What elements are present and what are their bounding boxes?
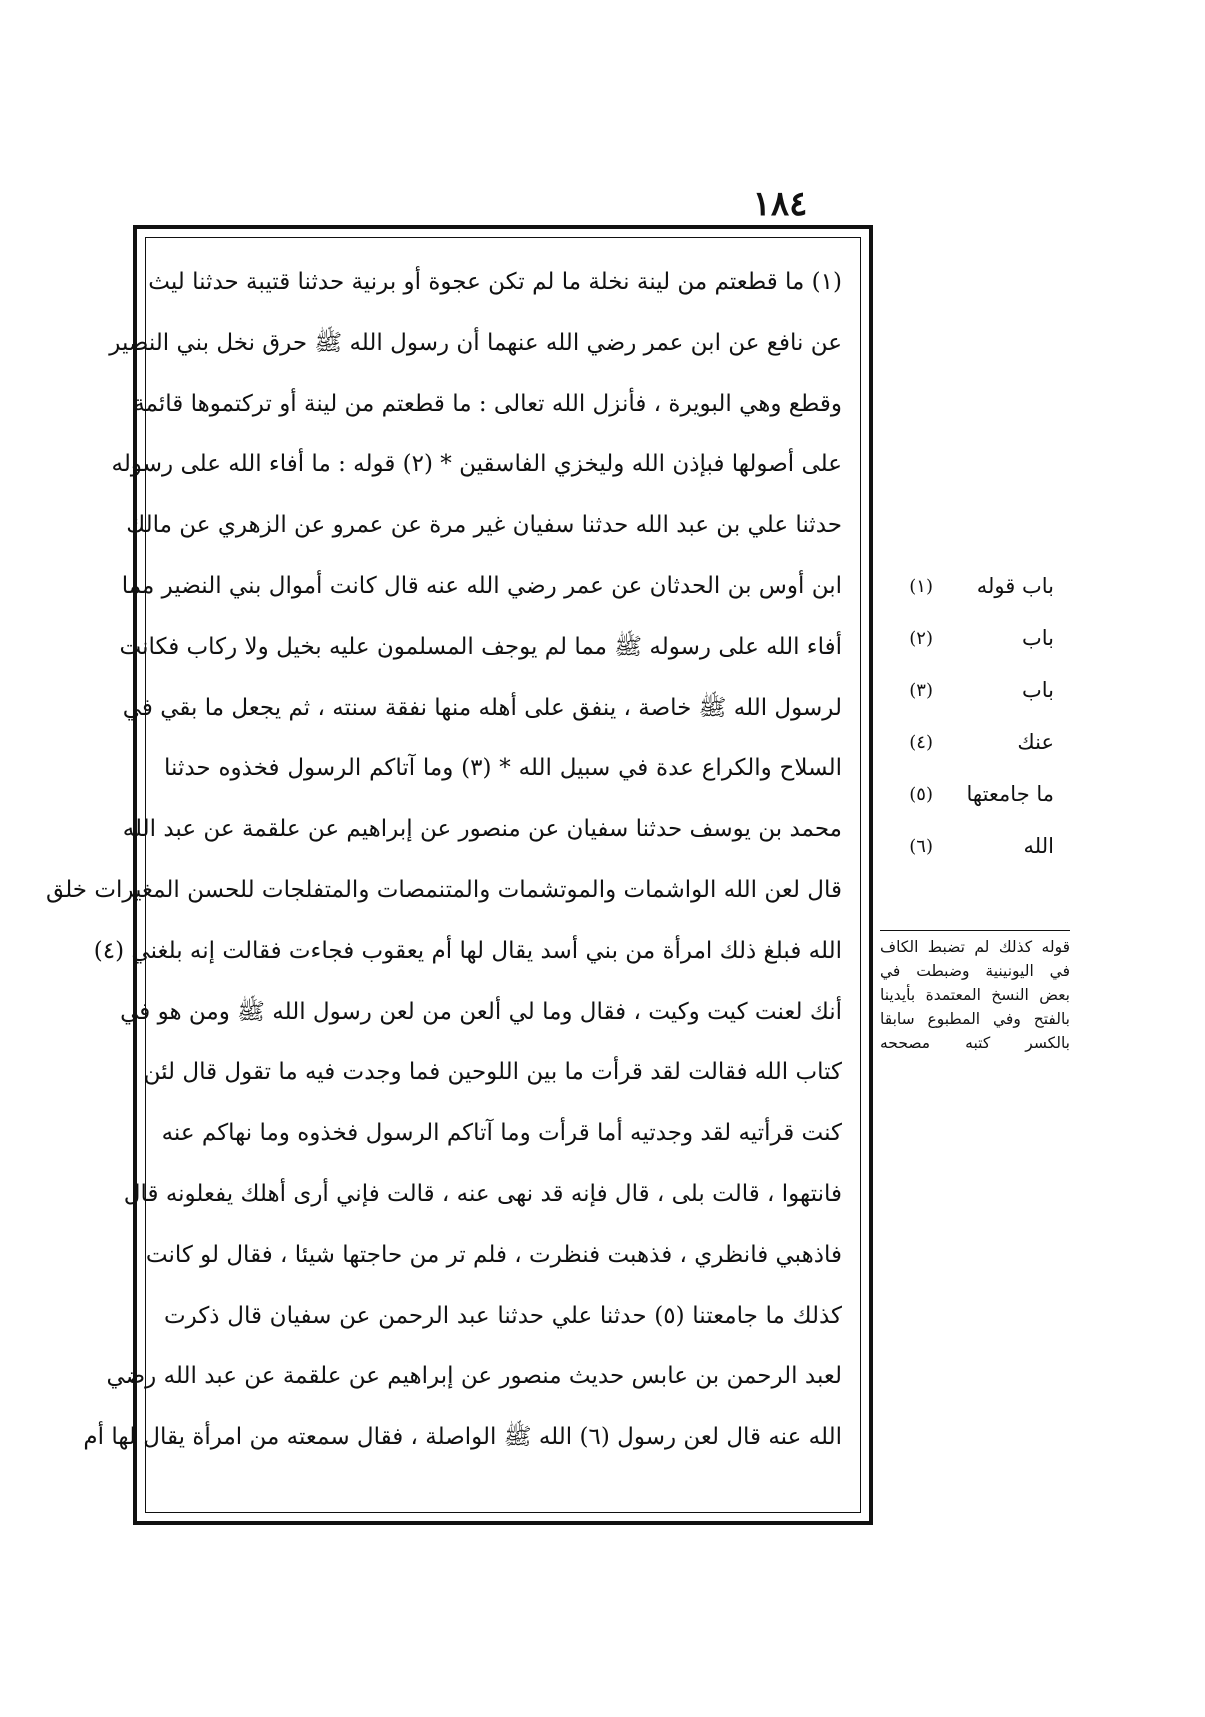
margin-note-text: باب قوله bbox=[976, 574, 1054, 598]
text-line: الله عنه قال لعن رسول (٦) الله ﷺ الواصلة ، فقال سمعته من امرأة يقال لها أم bbox=[83, 1424, 842, 1451]
text-line: كنت قرأتيه لقد وجدتيه أما قرأت وما آتاكم الرسول فخذوه وما نهاكم عنه bbox=[161, 1120, 842, 1147]
text-line: وقطع وهي البويرة ، فأنزل الله تعالى : ما قطعتم من لينة أو تركتموها قائمة bbox=[133, 390, 842, 417]
margin-note-text: ما جامعتها bbox=[966, 782, 1054, 806]
margin-note-text: باب bbox=[1021, 678, 1054, 702]
text-line: لعبد الرحمن بن عابس حديث منصور عن إبراهيم عن علقمة عن عبد الله رضي bbox=[106, 1363, 842, 1390]
margin-note bbox=[895, 820, 1060, 872]
text-line: عن نافع عن ابن عمر رضي الله عنهما أن رسول الله ﷺ حرق نخل بني النضير bbox=[109, 329, 842, 356]
margin-note bbox=[895, 664, 1060, 716]
margin-note-text: الله bbox=[1023, 834, 1054, 858]
margin-note-number: (١) bbox=[909, 575, 933, 597]
text-frame bbox=[46, 225, 873, 1525]
side-note-line: قوله كذلك لم تضبط الكاف bbox=[880, 938, 1070, 956]
text-line: محمد بن يوسف حدثنا سفيان عن منصور عن إبراهيم عن علقمة عن عبد الله bbox=[122, 816, 842, 843]
text-line: كذلك ما جامعتنا (٥) حدثنا علي حدثنا عبد الرحمن عن سفيان قال ذكرت bbox=[164, 1302, 842, 1329]
margin-note-number: (٤) bbox=[909, 731, 933, 753]
text-line: فانتهوا ، قالت بلى ، قال فإنه قد نهى عنه ، قالت فإني أرى أهلك يفعلونه قال bbox=[123, 1180, 842, 1207]
text-line: حدثنا علي بن عبد الله حدثنا سفيان غير مرة عن عمرو عن الزهري عن مالك bbox=[126, 512, 842, 539]
margin-note bbox=[895, 768, 1060, 820]
side-note-line: بالفتح وفي المطبوع سابقا bbox=[880, 1010, 1070, 1028]
margin-note bbox=[895, 560, 1060, 612]
margin-note-number: (٥) bbox=[909, 783, 933, 805]
page-number: ١٨٤ bbox=[752, 184, 808, 224]
main-text-block bbox=[46, 252, 843, 1502]
text-line: قال لعن الله الواشمات والموتشمات والمتنمصات والمتفلجات للحسن المغيرات خلق bbox=[46, 876, 842, 903]
margin-note-text: عنك bbox=[1017, 730, 1054, 754]
side-note-line: بالكسر كتبه مصححه bbox=[880, 1034, 1070, 1052]
margin-note bbox=[895, 612, 1060, 664]
margin-note-number: (٦) bbox=[909, 835, 933, 857]
margin-note bbox=[895, 716, 1060, 768]
editor-side-note bbox=[880, 935, 1070, 1055]
text-line: الله فبلغ ذلك امرأة من بني أسد يقال لها أم يعقوب فجاءت فقالت إنه بلغني (٤) bbox=[93, 937, 842, 964]
text-line: ابن أوس بن الحدثان عن عمر رضي الله عنه قال كانت أموال بني النضير مما bbox=[121, 572, 842, 599]
text-line: (١) ما قطعتم من لينة نخلة ما لم تكن عجوة أو برنية حدثنا قتيبة حدثنا ليث bbox=[148, 269, 842, 295]
text-line: كتاب الله فقالت لقد قرأت ما بين اللوحين فما وجدت فيه ما تقول قال لئن bbox=[143, 1059, 842, 1086]
text-line: فاذهبي فانظري ، فذهبت فنظرت ، فلم تر من حاجتها شيئا ، فقال لو كانت bbox=[145, 1241, 842, 1268]
text-line: أفاء الله على رسوله ﷺ مما لم يوجف المسلمون عليه بخيل ولا ركاب فكانت bbox=[119, 633, 842, 660]
note-divider-rule bbox=[880, 930, 1070, 931]
text-frame-inner-border bbox=[46, 237, 861, 1513]
text-line: أنك لعنت كيت وكيت ، فقال وما لي ألعن من لعن رسول الله ﷺ ومن هو في bbox=[120, 998, 842, 1025]
margin-note-number: (٣) bbox=[909, 679, 933, 701]
margin-note-text: باب bbox=[1021, 626, 1054, 650]
side-note-line: بعض النسخ المعتمدة بأيدينا bbox=[880, 986, 1070, 1004]
side-note-line: في اليونينية وضبطت في bbox=[880, 962, 1070, 980]
text-line: على أصولها فبإذن الله وليخزي الفاسقين * (٢) قوله : ما أفاء الله على رسوله bbox=[111, 451, 842, 478]
text-line: لرسول الله ﷺ خاصة ، ينفق على أهله منها نفقة سنته ، ثم يجعل ما بقي في bbox=[122, 694, 842, 721]
margin-variant-notes bbox=[895, 560, 1060, 872]
margin-note-number: (٢) bbox=[909, 627, 933, 649]
text-line: السلاح والكراع عدة في سبيل الله * (٣) وما آتاكم الرسول فخذوه حدثنا bbox=[164, 755, 843, 782]
